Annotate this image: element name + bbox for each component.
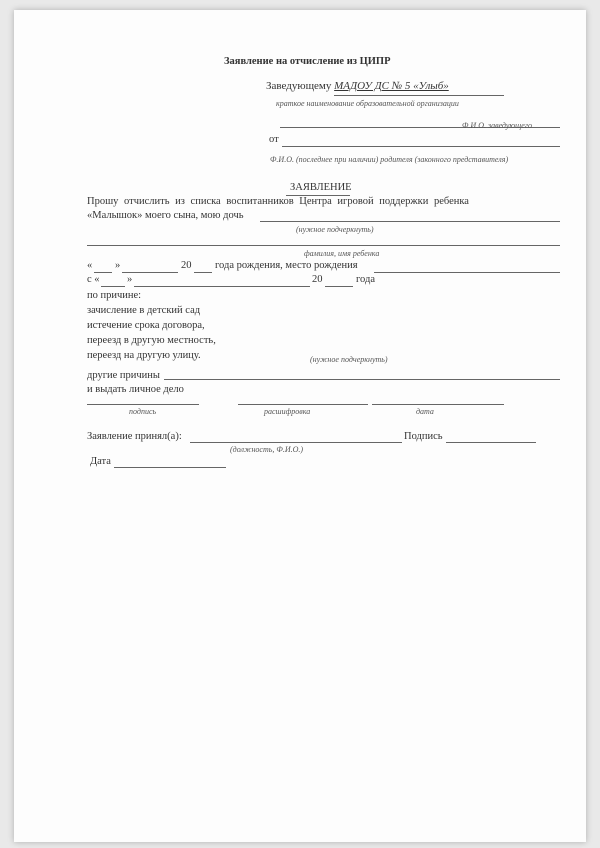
from-date-suffix: года <box>356 274 375 285</box>
from-date-quote: » <box>127 274 133 285</box>
reason-1: зачисление в детский сад <box>87 305 201 316</box>
need-underline-caption: (нужное подчеркнуть) <box>296 225 374 234</box>
from-label: от <box>269 134 279 145</box>
addressee-prefix: Заведующему <box>266 80 332 92</box>
birth-year-prefix: 20 <box>181 260 192 271</box>
request-line-2: «Малышок» моего сына, мою дочь <box>87 210 244 221</box>
addressee-org-caption: краткое наименование образовательной организации <box>276 99 459 108</box>
signature-line <box>446 442 536 443</box>
sign-caption: подпись <box>129 407 157 416</box>
reason-label: по причине: <box>87 290 142 301</box>
birth-year-line <box>194 272 212 273</box>
child-name-line <box>87 245 560 246</box>
addressee-org: МАДОУ ДС № 5 «Улыб» <box>334 80 449 92</box>
birth-month-line <box>122 272 178 273</box>
accepted-line <box>190 442 402 443</box>
other-reasons-line <box>164 379 560 380</box>
request-line-1: Прошу отчислить из списка воспитанников Центра игровой поддержки ребенка <box>87 196 469 207</box>
signature-label: Подпись <box>404 431 443 442</box>
heading: ЗАЯВЛЕНИЕ <box>290 182 352 193</box>
date-label-line <box>114 467 226 468</box>
document-title: Заявление на отчисление из ЦИПР <box>224 56 391 67</box>
decode-line <box>238 404 368 405</box>
date-caption: дата <box>416 407 434 416</box>
date-label: Дата <box>90 456 111 467</box>
reason-3: переезд в другую местность, <box>87 335 216 346</box>
birth-quote-close: » <box>115 260 121 271</box>
other-reasons-label: другие причины <box>87 370 160 381</box>
from-year-line <box>325 286 353 287</box>
accepted-caption: (должность, Ф.И.О.) <box>230 445 304 454</box>
decode-caption: расшифровка <box>264 407 311 416</box>
birth-line-text: года рождения, место рождения <box>215 260 358 271</box>
birth-day-line <box>94 272 112 273</box>
accepted-label: Заявление принял(а): <box>87 431 182 442</box>
birth-place-line <box>374 272 560 273</box>
sign-line <box>87 404 199 405</box>
from-date-label: с « <box>87 274 100 285</box>
addressee-line <box>266 80 449 92</box>
request-line-2-underline <box>260 221 560 222</box>
addressee-underline <box>334 95 504 96</box>
issue-file-text: и выдать личное дело <box>87 384 184 395</box>
document-page <box>14 10 586 842</box>
need-underline-caption-2: (нужное подчеркнуть) <box>310 355 388 364</box>
parent-fio-line <box>282 146 560 147</box>
from-day-line <box>101 286 125 287</box>
reason-2: истечение срока договора, <box>87 320 205 331</box>
from-month-line <box>134 286 310 287</box>
birth-quote-open: « <box>87 260 93 271</box>
from-date-year: 20 <box>312 274 323 285</box>
parent-fio-caption: Ф.И.О. (последнее при наличии) родителя (законного представителя) <box>270 155 509 164</box>
head-fio-caption: Ф.И.О. заведующего <box>462 121 532 130</box>
child-name-caption: фамилия, имя ребенка <box>304 249 380 258</box>
date-line <box>372 404 504 405</box>
reason-4: переезд на другую улицу. <box>87 350 201 361</box>
